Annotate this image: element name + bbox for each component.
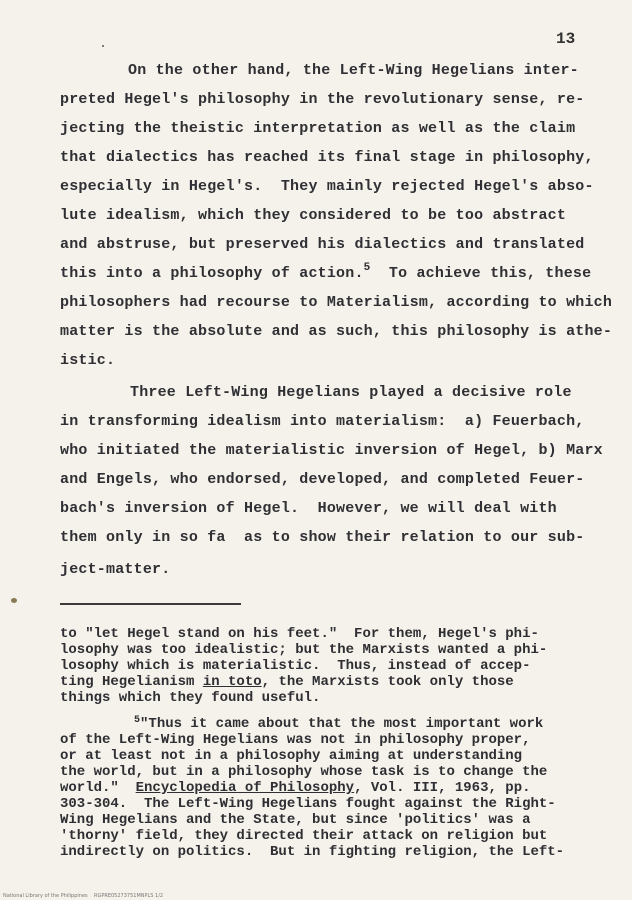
body-line: especially in Hegel's. They mainly rejected Hegel's abso-	[60, 178, 594, 195]
footnote-line: of the Left-Wing Hegelians was not in philosophy proper,	[60, 732, 531, 748]
footnote-text: "Thus it came about that the most important work	[140, 716, 544, 732]
footnote-line: or at least not in a philosophy aiming at understanding	[60, 748, 523, 764]
footnote-text: , the Marxists took only those	[261, 674, 514, 690]
paper-speck	[102, 45, 104, 47]
footnote-separator	[60, 603, 241, 605]
body-line: philosophers had recourse to Materialism, according to which	[60, 294, 613, 311]
footnote-line: the world, but in a philosophy whose task is to change the	[60, 764, 548, 780]
body-line: that dialectics has reached its final stage in philosophy,	[60, 149, 594, 166]
footnote-line	[60, 675, 514, 690]
body-line: istic.	[60, 352, 116, 369]
footnote-line	[60, 781, 531, 796]
body-line-text: this into a philosophy of action.	[60, 265, 364, 282]
body-line: preted Hegel's philosophy in the revolutionary sense, re-	[60, 91, 585, 108]
page-number: 13	[556, 30, 576, 48]
citation-title: Encyclopedia of Philosophy	[135, 780, 355, 796]
footnote-line: to "let Hegel stand on his feet." For them, Hegel's phi-	[60, 626, 539, 642]
footnote-text: , Vol. III, 1963, pp.	[354, 780, 531, 796]
body-line: them only in so fa as to show their relation to our sub-	[60, 529, 585, 546]
footnote-line: 303-304. The Left-Wing Hegelians fought against the Right-	[60, 796, 556, 812]
body-line: bach's inversion of Hegel. However, we will deal with	[60, 500, 557, 517]
footnote-text: world."	[60, 780, 136, 796]
paper-speck	[11, 598, 17, 603]
body-line: ject-matter.	[60, 561, 171, 578]
italic-term: in toto	[202, 674, 262, 690]
footnote-line: 'thorny' field, they directed their attack on religion but	[60, 828, 548, 844]
body-line: and abstruse, but preserved his dialectics and translated	[60, 236, 585, 253]
footnote-line: Wing Hegelians and the State, but since 'politics' was a	[60, 812, 531, 828]
footnote-text: ting Hegelianism	[60, 674, 203, 690]
body-line: who initiated the materialistic inversion of Hegel, b) Marx	[60, 442, 603, 459]
body-line	[60, 262, 592, 284]
archive-credit: National Library of the Philippines RGPRE05273751MNPLS 1/2	[3, 893, 164, 899]
footnote-line: indirectly on politics. But in fighting religion, the Left-	[60, 844, 565, 860]
body-line: and Engels, who endorsed, developed, and completed Feuer-	[60, 471, 585, 488]
body-line: matter is the absolute and as such, this philosophy is athe-	[60, 323, 613, 340]
footnote-line	[134, 717, 543, 733]
body-line: lute idealism, which they considered to be too abstract	[60, 207, 567, 224]
body-line: in transforming idealism into materialism: a) Feuerbach,	[60, 413, 585, 430]
footnote-line: losophy which is materialistic. Thus, instead of accep-	[60, 658, 531, 674]
footnote-number: 5	[134, 715, 141, 726]
body-line: jecting the theistic interpretation as well as the claim	[60, 120, 576, 137]
body-line: Three Left-Wing Hegelians played a decisive role	[130, 384, 572, 401]
footnote-line: things which they found useful.	[60, 690, 321, 706]
body-line: On the other hand, the Left-Wing Hegelians inter-	[128, 62, 579, 79]
footnote-reference: 5	[363, 262, 371, 274]
body-line-text: To achieve this, these	[370, 265, 592, 282]
footnote-line: losophy was too idealistic; but the Marxists wanted a phi-	[60, 642, 548, 658]
